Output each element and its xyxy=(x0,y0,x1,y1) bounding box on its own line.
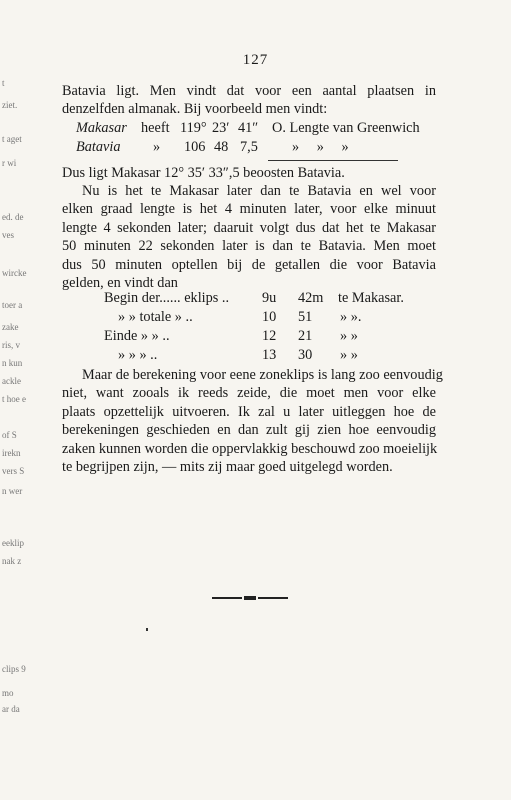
bleed-text: t xyxy=(2,78,5,88)
bleed-text: ves xyxy=(2,230,14,240)
paragraph-intro xyxy=(62,82,436,119)
text-line: zaken kunnen worden die oppervlakkig beschouwd zoo moeielijk xyxy=(62,440,438,457)
bleed-text: ris, v xyxy=(2,340,20,350)
text-line: Nu is het te Makasar later dan te Batavia en wel voor xyxy=(82,183,436,199)
result-sentence xyxy=(62,164,436,182)
text-line: dus 50 minuten optellen bij de getallen die voor Batavia xyxy=(62,256,436,273)
coord-place: Makasar xyxy=(76,120,127,136)
eclipse-minute: 51 xyxy=(298,309,313,325)
eclipse-label: » » totale » .. xyxy=(118,309,193,325)
bleed-text: n kun xyxy=(2,358,23,368)
bleed-text: ackle xyxy=(2,376,21,386)
text-line: elken graad lengte is het 4 minuten later, voor elke minuut xyxy=(62,201,436,218)
text-line: Maar de berekening voor eene zoneklips is lang zoo eenvoudig xyxy=(82,367,443,383)
paragraph-explanation xyxy=(62,182,436,292)
bleed-text: r wi xyxy=(2,158,17,168)
coord-seconds: 7,5 xyxy=(240,139,258,155)
coord-minutes: 23′ xyxy=(212,120,230,136)
bleed-through-margin xyxy=(0,0,27,800)
bleed-text: zake xyxy=(2,322,19,332)
bleed-text: vers S xyxy=(2,466,25,476)
eclipse-hour: 9u xyxy=(262,290,277,306)
bleed-text: n wer xyxy=(2,486,23,496)
bleed-text: mo xyxy=(2,688,14,698)
bleed-text: t hoe e xyxy=(2,394,26,404)
bleed-text: toer a xyxy=(2,300,23,310)
eclipse-label: » » » .. xyxy=(118,347,158,363)
text-line: te begrijpen zijn, — mits zij maar goed uitgelegd worden. xyxy=(62,458,393,475)
eclipse-hour: 10 xyxy=(262,309,277,325)
bleed-text: of S xyxy=(2,430,17,440)
text-line: denzelfden almanak. Bij voorbeeld men vindt: xyxy=(62,101,328,118)
eclipse-label: Begin der...... eklips .. xyxy=(104,290,230,306)
coord-rest: O. Lengte van Greenwich xyxy=(272,120,420,136)
text-line: Dus ligt Makasar 12° 35′ 33″,5 beoosten Batavia. xyxy=(62,165,345,181)
coord-degrees: 106 xyxy=(184,139,206,155)
coord-minutes: 48 xyxy=(214,139,229,155)
eclipse-minute: 42m xyxy=(298,290,324,306)
text-line: 50 minuten 22 sekonden later is dan te Batavia. Men moet xyxy=(62,238,436,255)
text-line: niet, want zooals ik reeds zeide, die moet men voor elke xyxy=(62,385,436,402)
coord-seconds: 41″ xyxy=(238,120,259,136)
text-line: berekeningen geschieden en dan zult gij zien hoe eenvoudig xyxy=(62,422,436,439)
paragraph-conclusion xyxy=(62,366,443,476)
bleed-text: ed. de xyxy=(2,212,24,222)
bleed-text: ar da xyxy=(2,704,20,714)
page-number: 127 xyxy=(242,52,269,68)
coord-word: » xyxy=(153,139,161,155)
eclipse-label: Einde » » .. xyxy=(104,328,170,344)
text-line: plaats opzettelijk uitvoeren. Ik zal u later uitleggen hoe de xyxy=(62,403,436,420)
coord-word: heeft xyxy=(141,120,170,136)
eclipse-place: » » xyxy=(340,328,358,344)
sum-rule xyxy=(268,160,398,161)
coord-place: Batavia xyxy=(76,139,121,155)
eclipse-minute: 21 xyxy=(298,328,313,344)
bleed-text: clips 9 xyxy=(2,664,26,674)
bleed-text: ziet. xyxy=(2,100,18,110)
eclipse-hour: 12 xyxy=(262,328,277,344)
eclipse-place: te Makasar. xyxy=(338,290,404,306)
bleed-text: wircke xyxy=(2,268,27,278)
eclipse-place: » ». xyxy=(340,309,362,325)
section-ornament xyxy=(212,596,292,600)
text-line: lengte 4 sekonden later; daaruit volgt dus dat het te Makasar xyxy=(62,219,436,236)
bleed-text: eeklip xyxy=(2,538,24,548)
ink-speck xyxy=(146,628,148,631)
bleed-text: nak z xyxy=(2,556,22,566)
text-line: gelden, en vindt dan xyxy=(62,274,178,291)
bleed-text: irekn xyxy=(2,448,21,458)
coord-degrees: 119° xyxy=(180,120,207,136)
eclipse-hour: 13 xyxy=(262,347,277,363)
eclipse-minute: 30 xyxy=(298,347,313,363)
bleed-text: t aget xyxy=(2,134,22,144)
coord-rest: » » » xyxy=(292,139,349,155)
text-line: Batavia ligt. Men vindt dat voor een aantal plaatsen in xyxy=(62,83,436,99)
eclipse-place: » » xyxy=(340,347,358,363)
